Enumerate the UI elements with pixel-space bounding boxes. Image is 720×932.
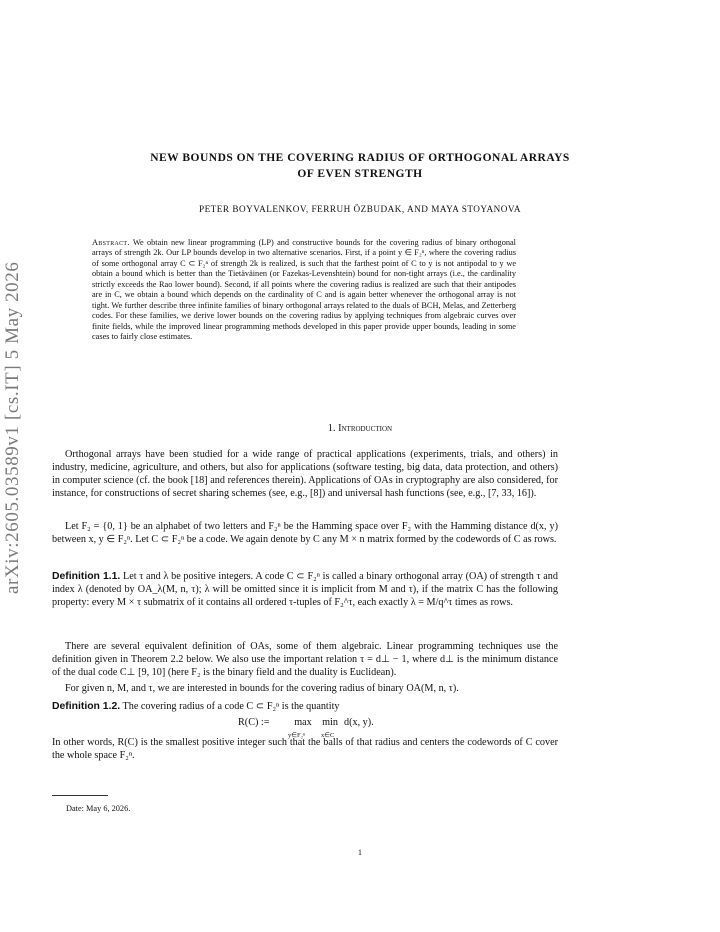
paragraph-equivalent-definitions: There are several equivalent definition of OAs, some of them algebraic. Linear programming techniques use the definition given in Theorem 2.2 below. We also use the important relation τ = d⊥ − 1, where d⊥ is the minimum distance of the dual code C⊥ [9, 10] (here F₂ is the binary field and the duality is Euclidean). bbox=[52, 641, 558, 679]
section-heading bbox=[50, 423, 670, 434]
abstract-label: Abstract. bbox=[92, 238, 130, 247]
formula-min: min bbox=[322, 717, 338, 728]
section-number: 1. bbox=[327, 423, 336, 434]
formula-min-subscript: x∈C bbox=[321, 732, 335, 739]
formula-rhs: d(x, y). bbox=[344, 717, 374, 728]
footnote-rule bbox=[52, 795, 108, 796]
paragraph-covering-radius: In other words, R(C) is the smallest positive integer such that the balls of that radius and centers the codewords of C cover the whole space F₂ⁿ. bbox=[52, 737, 558, 762]
definition-1-2-label: Definition 1.2. bbox=[52, 701, 121, 712]
covering-radius-formula bbox=[238, 709, 398, 739]
definition-1-1-text: Let τ and λ be positive integers. A code C ⊂ F₂ⁿ is called a binary orthogonal array (OA) of strength τ and index λ (denoted by OA_λ(M, n, τ); λ will be omitted since it is implicit from M and τ), if the matrix C has the following property: every M × τ submatrix of it contains all ordered τ-tuples of F₂^τ, each exactly λ = M/q^τ times as rows. bbox=[52, 571, 558, 609]
formula-max: max bbox=[294, 717, 312, 728]
definition-1-2-text: The covering radius of a code C ⊂ F₂ⁿ is the quantity bbox=[122, 701, 340, 712]
paragraph-bounds: For given n, M, and τ, we are interested in bounds for the covering radius of binary OA(M, n, τ). bbox=[65, 683, 459, 694]
paragraph-notation: Let F₂ = {0, 1} be an alphabet of two letters and F₂ⁿ be the Hamming space over F₂ with the Hamming distance d(x, y) between x, y ∈ F₂ⁿ. Let C ⊂ F₂ⁿ be a code. We again denote by C any M × n matrix formed by the codewords of C as rows. bbox=[52, 521, 558, 546]
paper-title-line-1: NEW BOUNDS ON THE COVERING RADIUS OF ORTHOGONAL ARRAYS bbox=[150, 152, 570, 164]
paragraph-intro: Orthogonal arrays have been studied for a wide range of practical applications (experiments, trials, and others) in industry, medicine, agriculture, and others, but also for applications (software testing, big data, data protection, and others) in computer science (cf. the book [18] and references therein). Applications of OAs in cryptography are also considered, for instance, for constructions of secret sharing schemes (see, e.g., [8]) and universal hash functions (see, e.g., [7, 33, 16]). bbox=[52, 449, 558, 500]
footnote-date: Date: May 6, 2026. bbox=[66, 804, 131, 813]
page-number: 1 bbox=[357, 848, 363, 857]
formula-max-subscript: y∈F₂ⁿ bbox=[288, 732, 306, 739]
arxiv-identifier: arXiv:2605.03589v1 [cs.IT] 5 May 2026 bbox=[2, 261, 23, 594]
paper-title-line-2: OF EVEN STRENGTH bbox=[297, 168, 423, 180]
author-list: PETER BOYVALENKOV, FERRUH ÖZBUDAK, AND MAYA STOYANOVA bbox=[198, 204, 522, 214]
definition-1-1 bbox=[52, 570, 558, 609]
section-title: Introduction bbox=[338, 423, 393, 434]
formula-lhs: R(C) := bbox=[238, 717, 270, 728]
abstract-text: We obtain new linear programming (LP) and constructive bounds for the covering radius of binary orthogonal arrays of strength 2k. Our LP bounds develop in two alternative scenarios. First, if a point y ∈ F₂ⁿ, where the covering radius of some orthogonal array C ⊂ F₂ⁿ of strength 2k is realized, is such that the farthest point of C to y is not antipodal to y we obtain a bound which is better than the Tietäväinen (or Fazekas-Levenshtein) bound for non-tight arrays (i.e., the cardinality strictly exceeds the Rao lower bound). Second, if all points where the covering radius is realized are such that their antipodes are in C, we obtain a bound which depends on the cardinality of C and is again better whenever the orthogonal array is not tight. We further describe three infinite families of binary orthogonal arrays related to the duals of BCH, Melas, and Zetterberg codes. For these families, we derive lower bounds on the covering radius by applying techniques from algebraic curves over finite fields, while the improved linear programming methods developed in this paper provide upper bounds, leading in some cases to fairly close estimates. bbox=[92, 238, 516, 342]
definition-1-1-label: Definition 1.1. bbox=[52, 571, 121, 582]
abstract bbox=[92, 238, 516, 343]
